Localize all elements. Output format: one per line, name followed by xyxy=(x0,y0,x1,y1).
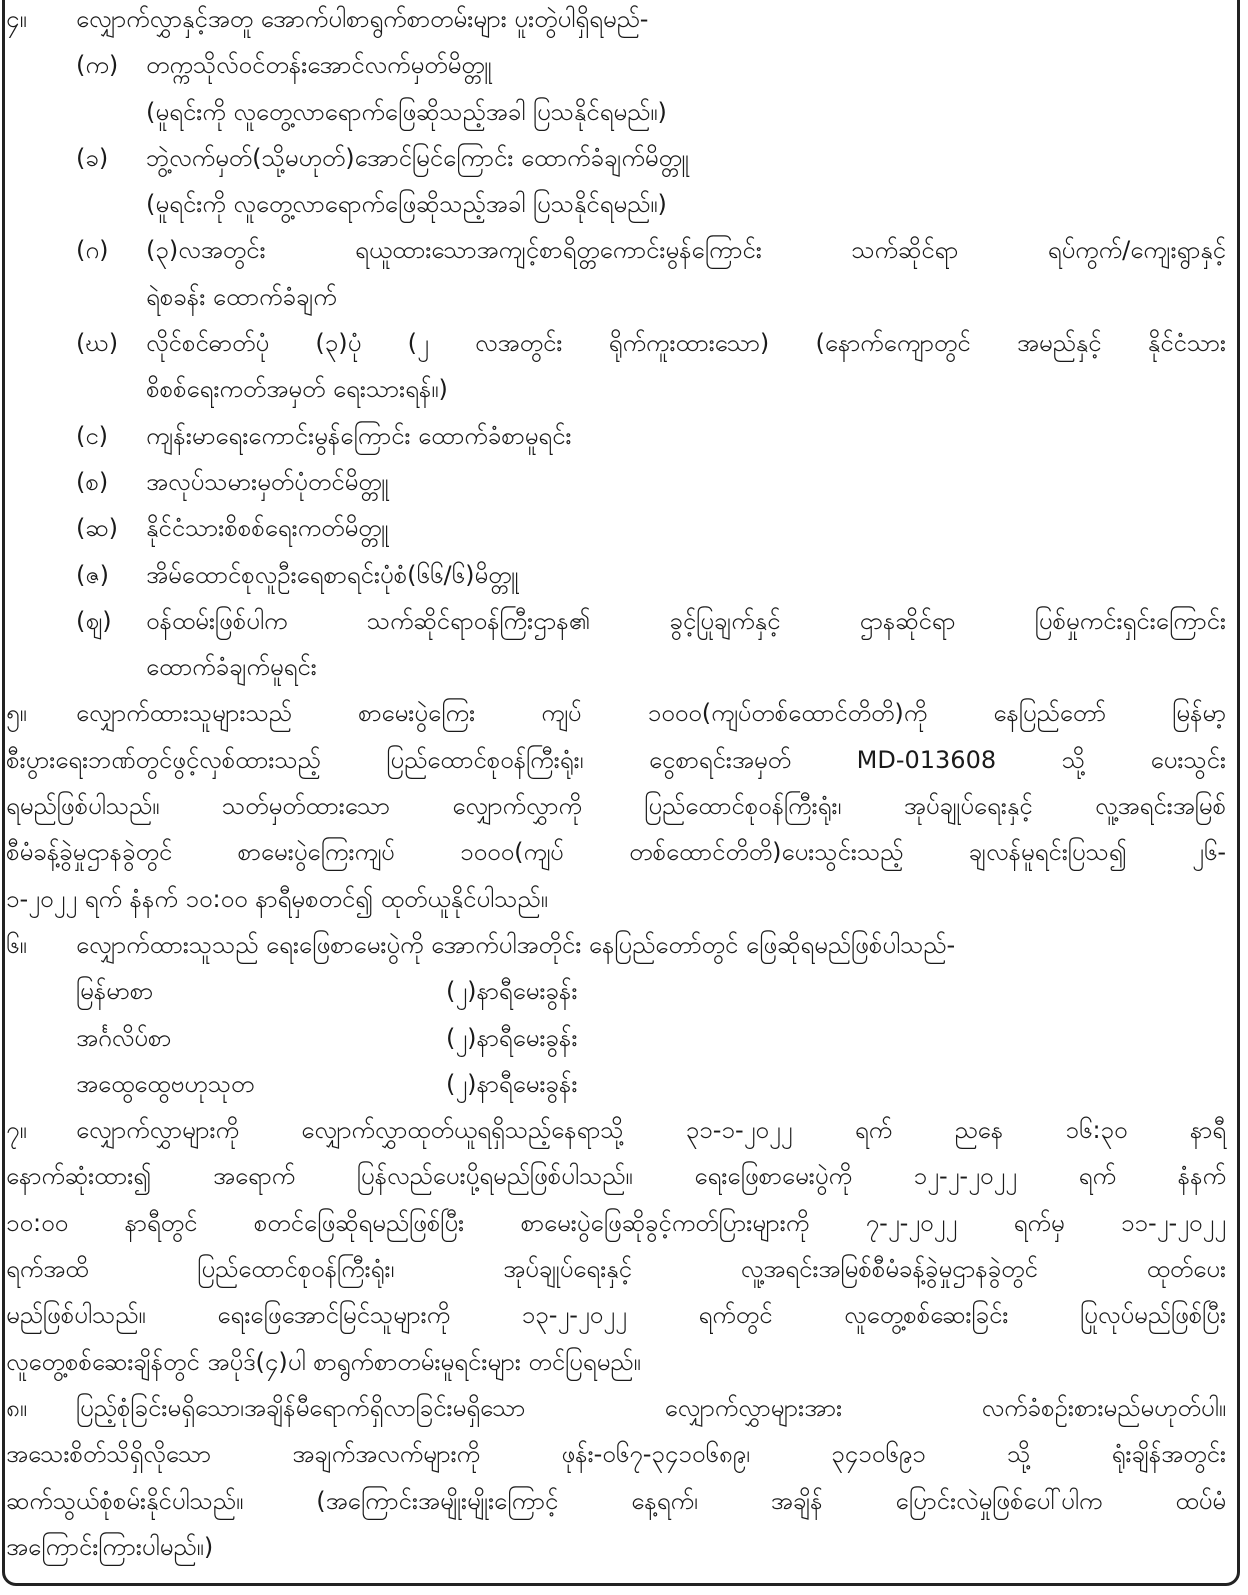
exam-duration: (၂)နာရီမေးခွန်း xyxy=(446,1069,578,1098)
section-7-heading xyxy=(0,1107,1248,1153)
paragraph-line xyxy=(0,1524,1248,1570)
section-4-heading xyxy=(0,0,1248,42)
list-item-cont xyxy=(0,366,1248,412)
list-item-note xyxy=(0,89,1248,135)
section-text: ၁-၂၀၂၂ ရက် နံနက် ၁၀:၀၀ နာရီမှစတင်၍ ထုတ်ယူနိုင်ပါသည်။ xyxy=(6,884,548,913)
paragraph-line xyxy=(0,876,1248,922)
section-text: လျှောက်ထားသူများသည် စာမေးပွဲကြေး ကျပ် ၁၀၀၀(ကျပ်တစ်ထောင်တိတိ)ကို နေပြည်တော် မြန်မာ့ xyxy=(76,699,1226,728)
exam-subject: အထွေထွေဗဟုသုတ xyxy=(76,1069,255,1098)
item-label: (ဃ) xyxy=(76,329,119,358)
item-text: (၃)လအတွင်း ရယူထားသောအကျင့်စာရိတ္တကောင်းမွန်ကြောင်း သက်ဆိုင်ရာ ရပ်ကွက်/ကျေးရွာနှင့် xyxy=(146,236,1226,265)
section-6-heading xyxy=(0,922,1248,968)
section-text: အသေးစိတ်သိရှိလိုသော အချက်အလက်များကို ဖုန်း-၀၆၇-၃၄၁၀၆၈၉၊ ၃၄၁၀၆၉၁ သို့ ရုံးချိန်အတွင်း xyxy=(6,1440,1226,1469)
exam-subject-row xyxy=(0,968,1248,1014)
section-number: ၄။ xyxy=(6,5,27,33)
section-text: ၁၀:၀၀ နာရီတွင် စတင်ဖြေဆိုရမည်ဖြစ်ပြီး စာမေးပွဲဖြေဆိုခွင့်ကတ်ပြားများကို ၇-၂-၂၀၂၂ ရက်မှ ၁၁-၂-၂၀၂၂ xyxy=(6,1208,1226,1237)
section-text: ရက်အထိ ပြည်ထောင်စုဝန်ကြီးရုံး၊ အုပ်ချုပ်ရေးနှင့် လူ့အရင်းအမြစ်စီမံခန့်ခွဲမှုဌာနခွဲတွင် ထုတ်ပေး xyxy=(6,1255,1226,1284)
section-number: ၅။ xyxy=(6,699,27,728)
list-item xyxy=(0,135,1248,181)
list-item xyxy=(0,505,1248,551)
exam-subject-row xyxy=(0,1061,1248,1107)
item-text: နိုင်ငံသားစိစစ်ရေးကတ်မိတ္တူ xyxy=(146,514,389,543)
item-label: (ဂ) xyxy=(76,236,109,265)
exam-subject: မြန်မာစာ xyxy=(76,977,154,1006)
section-text: ဆက်သွယ်စုံစမ်းနိုင်ပါသည်။ (အကြောင်းအမျိုးမျိုးကြောင့် နေ့ရက်၊ အချိန် ပြောင်းလဲမှုဖြစ်ပေါ်ပါက ထပ်မံ xyxy=(6,1486,1226,1515)
section-number: ၇။ xyxy=(6,1116,27,1145)
list-item xyxy=(0,413,1248,459)
item-label: (င) xyxy=(76,421,109,450)
item-text: ထောက်ခံချက်မူရင်း xyxy=(146,653,317,682)
section-5-heading xyxy=(0,690,1248,736)
paragraph-line xyxy=(0,1200,1248,1246)
list-item xyxy=(0,42,1248,88)
item-label: (က) xyxy=(76,51,119,80)
section-text: မည်ဖြစ်ပါသည်။ ရေးဖြေအောင်မြင်သူများကို ၁၃-၂-၂၀၂၂ ရက်တွင် လူတွေ့စစ်ဆေးခြင်း ပြုလုပ်မည်ဖြစ်ပြီး xyxy=(6,1301,1226,1330)
paragraph-line xyxy=(0,1478,1248,1524)
item-text: (မူရင်းကို လူတွေ့လာရောက်ဖြေဆိုသည့်အခါ ပြသနိုင်ရမည်။) xyxy=(146,97,667,126)
item-text: စိစစ်ရေးကတ်အမှတ် ရေးသားရန်။) xyxy=(146,375,448,404)
item-text: လိုင်စင်ဓာတ်ပုံ (၃)ပုံ (၂ လအတွင်း ရိုက်ကူးထားသော) (နောက်ကျောတွင် အမည်နှင့် နိုင်ငံသား xyxy=(146,329,1226,358)
item-label: (ခ) xyxy=(76,143,109,172)
exam-subject: အင်္ဂလိပ်စာ xyxy=(76,1023,172,1052)
list-item xyxy=(0,552,1248,598)
section-8-heading xyxy=(0,1385,1248,1431)
item-text: ဝန်ထမ်းဖြစ်ပါက သက်ဆိုင်ရာဝန်ကြီးဌာန၏ ခွင့်ပြုချက်နှင့် ဌာနဆိုင်ရာ ပြစ်မှုကင်းရှင်းကြောင်း xyxy=(146,606,1226,635)
section-text: ပြည့်စုံခြင်းမရှိသော၊အချိန်မီရောက်ရှိလာခြင်းမရှိသော လျှောက်လွှာများအား လက်ခံစဉ်းစားမည်မဟုတ်ပါ။ xyxy=(76,1393,1226,1422)
section-text: လျှောက်လွှာနှင့်အတူ အောက်ပါစာရွက်စာတမ်းများ ပူးတွဲပါရှိရမည်- xyxy=(76,5,649,33)
paragraph-line xyxy=(0,1292,1248,1338)
paragraph-line xyxy=(0,1339,1248,1385)
paragraph-line xyxy=(0,1246,1248,1292)
section-text: လူတွေ့စစ်ဆေးချိန်တွင် အပိုဒ်(၄)ပါ စာရွက်စာတမ်းမူရင်းများ တင်ပြရမည်။ xyxy=(6,1347,641,1376)
list-item-cont xyxy=(0,274,1248,320)
list-item-cont xyxy=(0,644,1248,690)
item-text: အိမ်ထောင်စုလူဦးရေစာရင်းပုံစံ(၆၆/၆)မိတ္တူ xyxy=(146,560,519,589)
section-text: အကြောင်းကြားပါမည်။) xyxy=(6,1532,214,1561)
exam-duration: (၂)နာရီမေးခွန်း xyxy=(446,977,578,1006)
section-number: ၆။ xyxy=(6,930,27,959)
paragraph-line xyxy=(0,829,1248,875)
paragraph-line xyxy=(0,783,1248,829)
paragraph-line xyxy=(0,737,1248,783)
item-text: ကျန်းမာရေးကောင်းမွန်ကြောင်း ထောက်ခံစာမူရင်း xyxy=(146,421,572,450)
item-text: ဘွဲ့လက်မှတ်(သို့မဟုတ်)အောင်မြင်ကြောင်း ထောက်ခံချက်မိတ္တူ xyxy=(146,143,689,172)
item-text: (မူရင်းကို လူတွေ့လာရောက်ဖြေဆိုသည့်အခါ ပြသနိုင်ရမည်။) xyxy=(146,190,667,219)
item-text: ရဲစခန်း ထောက်ခံချက် xyxy=(146,282,337,311)
item-label: (ဇ) xyxy=(76,560,109,589)
exam-duration: (၂)နာရီမေးခွန်း xyxy=(446,1023,578,1052)
section-text: စီမံခန့်ခွဲမှုဌာနခွဲတွင် စာမေးပွဲကြေးကျပ် ၁၀၀၀(ကျပ် တစ်ထောင်တိတိ)ပေးသွင်းသည့် ချလန်မူရင်းပြသ၍ ၂၆- xyxy=(6,838,1226,867)
paragraph-line xyxy=(0,1153,1248,1199)
list-item xyxy=(0,598,1248,644)
section-text: လျှောက်လွှာများကို လျှောက်လွှာထုတ်ယူရရှိသည့်နေရာသို့ ၃၁-၁-၂၀၂၂ ရက် ညနေ ၁၆:၃၀ နာရီ xyxy=(76,1116,1226,1145)
section-number: ၈။ xyxy=(6,1393,27,1422)
section-text: နောက်ဆုံးထား၍ အရောက် ပြန်လည်ပေးပို့ရမည်ဖြစ်ပါသည်။ ရေးဖြေစာမေးပွဲကို ၁၂-၂-၂၀၂၂ ရက် နံနက် xyxy=(6,1162,1226,1191)
item-label: (စ) xyxy=(76,467,109,496)
item-label: (ဆ) xyxy=(76,514,118,543)
list-item xyxy=(0,320,1248,366)
list-item-note xyxy=(0,181,1248,227)
section-text: ရမည်ဖြစ်ပါသည်။ သတ်မှတ်ထားသော လျှောက်လွှာကို ပြည်ထောင်စုဝန်ကြီးရုံး၊ အုပ်ချုပ်ရေးနှင့် လူ့အရင်းအမြစ် xyxy=(6,792,1226,821)
item-text: တက္ကသိုလ်ဝင်တန်းအောင်လက်မှတ်မိတ္တူ xyxy=(146,51,492,80)
item-label: (ဈ) xyxy=(76,606,112,635)
paragraph-line xyxy=(0,1431,1248,1477)
item-text: အလုပ်သမားမှတ်ပုံတင်မိတ္တူ xyxy=(146,467,389,496)
exam-subject-row xyxy=(0,1015,1248,1061)
list-item xyxy=(0,459,1248,505)
section-text: လျှောက်ထားသူသည် ရေးဖြေစာမေးပွဲကို အောက်ပါအတိုင်း နေပြည်တော်တွင် ဖြေဆိုရမည်ဖြစ်ပါသည်- xyxy=(76,930,956,959)
list-item xyxy=(0,227,1248,273)
section-text: စီးပွားရေးဘဏ်တွင်ဖွင့်လှစ်ထားသည့် ပြည်ထောင်စုဝန်ကြီးရုံး၊ ငွေစာရင်းအမှတ် MD-013608 သို့ ပေးသွင်း xyxy=(6,745,1226,774)
